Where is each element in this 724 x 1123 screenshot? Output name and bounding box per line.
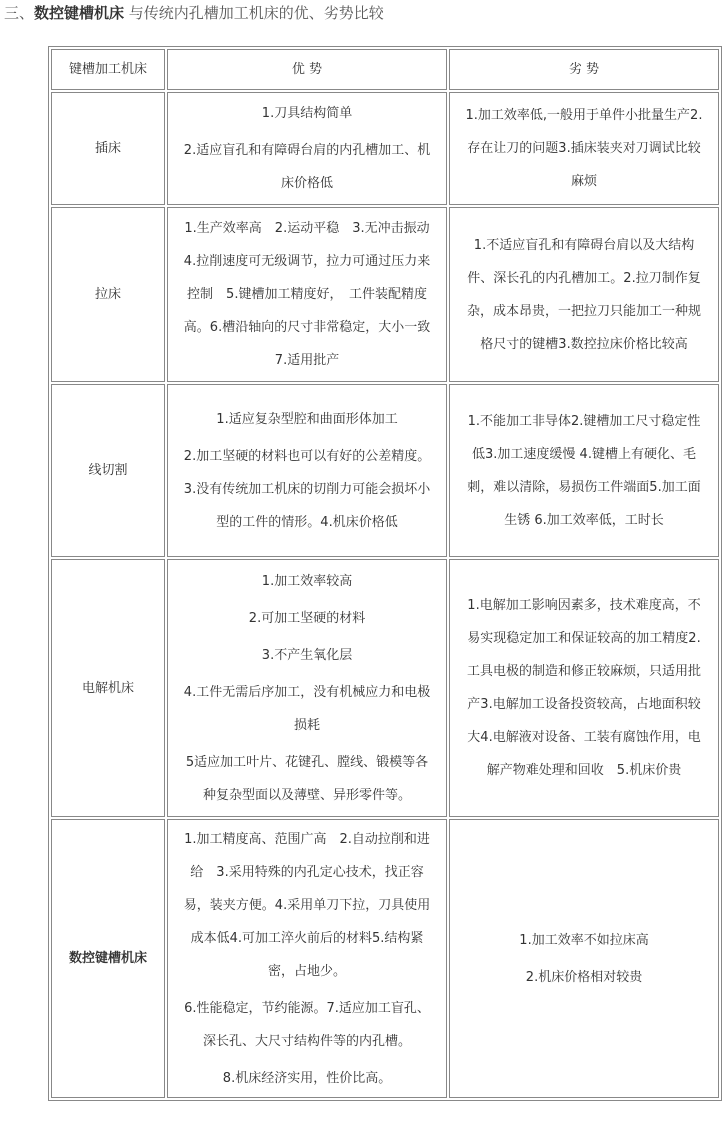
row-disadvantages <box>449 384 719 557</box>
disadvantage-item: 2.机床价格相对较贵 <box>525 969 643 985</box>
row-machine-name: 电解机床 <box>51 559 165 817</box>
advantage-item: 2.加工坚硬的材料也可以有好的公差精度。3.没有传统加工机床的切削力可能会损坏小型的工件的情形。4.机床价格低 <box>183 448 431 530</box>
advantage-item: 8.机床经济实用，性价比高。 <box>222 1070 392 1086</box>
table-row <box>51 207 719 382</box>
header-disadvantages: 劣 势 <box>449 49 719 90</box>
heading-prefix: 三、 <box>4 4 35 22</box>
advantage-item: 6.性能稳定，节约能源。7.适应加工盲孔、深长孔、大尺寸结构件等的内孔槽。 <box>184 1000 430 1049</box>
disadvantage-item: 1.加工效率不如拉床高 <box>519 932 649 948</box>
advantage-item: 1.加工效率较高 <box>261 573 353 589</box>
disadvantage-item: 1.不能加工非导体2.键槽加工尺寸稳定性低3.加工速度缓慢 4.键槽上有硬化、毛刺，难以清除，易损伤工件端面5.加工面生锈 6.加工效率低，工时长 <box>467 413 701 528</box>
row-advantages <box>167 207 447 382</box>
advantage-item: 2.适应盲孔和有障碍台肩的内孔槽加工、机床价格低 <box>183 143 431 191</box>
disadvantage-item: 1.加工效率低,一般用于单件小批量生产2.存在让刀的问题3.插床装夹对刀调试比较麻烦 <box>465 108 703 189</box>
row-advantages <box>167 92 447 205</box>
row-advantages <box>167 384 447 557</box>
comparison-table <box>48 46 722 1101</box>
row-advantages <box>167 559 447 817</box>
row-machine-name: 插床 <box>51 92 165 205</box>
heading-rest: 与传统内孔槽加工机床的优、劣势比较 <box>124 4 384 22</box>
disadvantage-item: 1.不适应盲孔和有障碍台肩以及大结构件、深长孔的内孔槽加工。2.拉刀制作复杂，成本昂贵，一把拉刀只能加工一种规格尺寸的键槽3.数控拉床价格比较高 <box>466 237 701 352</box>
row-disadvantages <box>449 819 719 1098</box>
row-advantages <box>167 819 447 1098</box>
disadvantage-item: 1.电解加工影响因素多，技术难度高，不易实现稳定加工和保证较高的加工精度2.工具电极的制造和修正较麻烦，只适用批产3.电解加工设备投资较高，占地面积较大4.电解液对设备、工装有腐蚀作用，电解产物难处理和回收 5.机床价贵 <box>466 598 701 778</box>
advantage-item: 2.可加工坚硬的材料 <box>248 610 366 626</box>
row-machine-name: 拉床 <box>51 207 165 382</box>
advantage-item: 4.工件无需后序加工，没有机械应力和电极损耗 <box>183 684 431 733</box>
heading-bold: 数控键槽机床 <box>34 4 125 22</box>
row-machine-name: 线切割 <box>51 384 165 557</box>
header-advantages: 优 势 <box>167 49 447 90</box>
advantage-item: 5适应加工叶片、花键孔、膛线、锻模等各种复杂型面以及薄壁、异形零件等。 <box>185 754 429 803</box>
advantage-item: 1.适应复杂型腔和曲面形体加工 <box>216 411 398 427</box>
header-row <box>51 49 719 90</box>
table-row <box>51 384 719 557</box>
header-machine: 键槽加工机床 <box>51 49 165 90</box>
advantage-item: 1.加工精度高、范围广高 2.自动拉削和进给 3.采用特殊的内孔定心技术，找正容易，装夹方便。4.采用单刀下拉，刀具使用成本低4.可加工淬火前后的材料5.结构紧密，占地少。 <box>183 831 431 979</box>
advantage-item: 1.生产效率高 2.运动平稳 3.无冲击振动 4.拉削速度可无级调节，拉力可通过压力来控制 5.键槽加工精度好， 工件装配精度高。6.槽沿轴向的尺寸非常稳定，大小一致7.适用批产 <box>183 221 431 368</box>
section-heading <box>4 2 384 23</box>
row-disadvantages <box>449 207 719 382</box>
advantage-item: 3.不产生氧化层 <box>261 647 353 663</box>
row-disadvantages <box>449 559 719 817</box>
table-row <box>51 819 719 1098</box>
table-row <box>51 559 719 817</box>
row-disadvantages <box>449 92 719 205</box>
table-row <box>51 92 719 205</box>
advantage-item: 1.刀具结构简单 <box>261 106 353 121</box>
row-machine-name: 数控键槽机床 <box>51 819 165 1098</box>
